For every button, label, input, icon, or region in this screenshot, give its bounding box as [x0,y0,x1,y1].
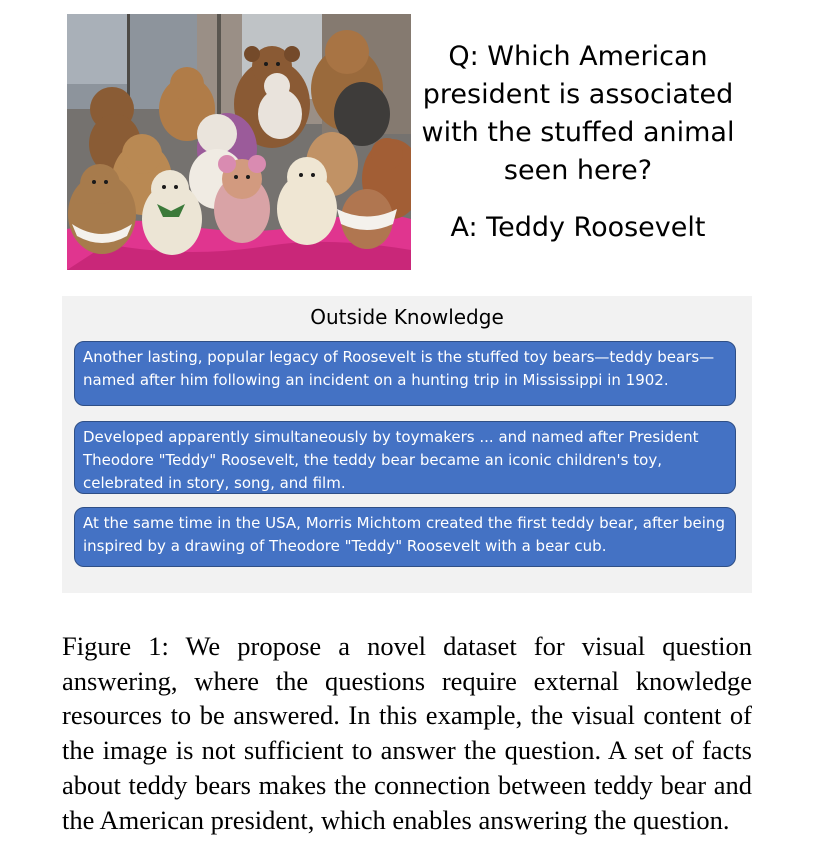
fact-box: Developed apparently simultaneously by toymakers ... and named after President Theodore "Teddy" Roosevelt, the teddy bear became an iconic children's toy, celebrated in story, song, and film. [74,421,736,494]
question-answer-block [418,38,738,247]
panel-title: Outside Knowledge [310,305,504,329]
fact-box: Another lasting, popular legacy of Roosevelt is the stuffed toy bears—teddy bears—named after him following an incident on a hunting trip in Mississippi in 1902. [74,341,736,406]
outside-knowledge-panel [62,296,752,593]
figure-caption: Figure 1: We propose a novel dataset for visual question answering, where the questions require external knowledge resources to be answered. In this example, the visual content of the image is not sufficient to answer the question. A set of facts about teddy bears makes the connection between teddy bear and the American president, which enables answering the question. [62,631,752,835]
answer-text: A: Teddy Roosevelt [450,212,706,243]
teddy-bears-photo [67,14,411,270]
fact-box: At the same time in the USA, Morris Michtom created the first teddy bear, after being inspired by a drawing of Theodore "Teddy" Roosevelt with a bear cub. [74,507,736,567]
question-text: Q: Which American president is associated with the stuffed animal seen here? [421,41,735,186]
